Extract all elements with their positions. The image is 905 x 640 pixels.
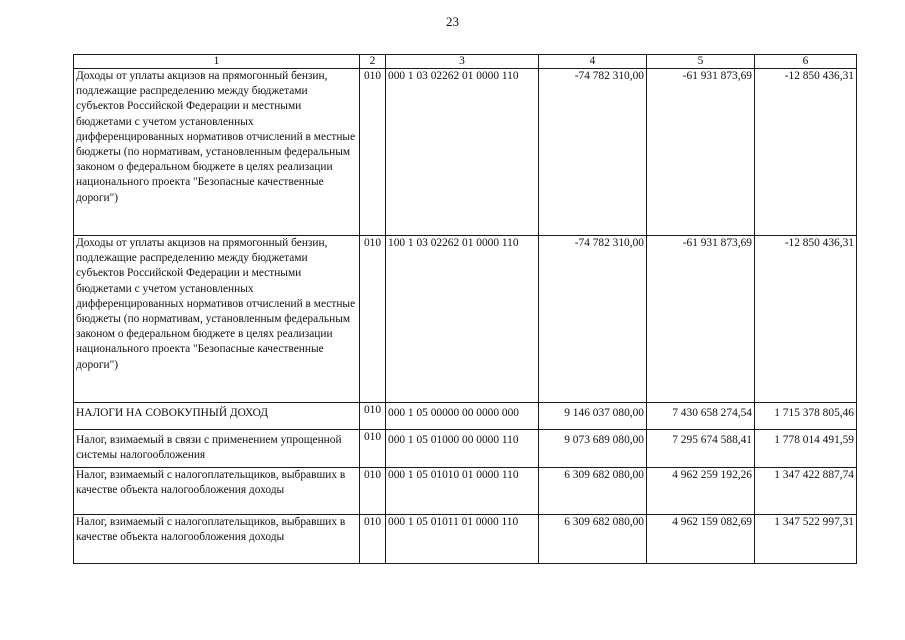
row-description: Доходы от уплаты акцизов на прямогонный бензин, подлежащие распределению между бюджетами субъектов Российской Федерации и местными бюджетами с учетом установленных дифференцированных нормативов отчислений в местные бюджеты (по нормативам, установленным федеральным законом о федеральном бюджете в целях реализации национального проекта "Безопасные качественные дороги") <box>74 236 360 403</box>
row-actual-amount: 4 962 259 192,26 <box>647 468 755 515</box>
row-plan-amount: 6 309 682 080,00 <box>539 515 647 564</box>
row-actual-amount: 7 430 658 274,54 <box>647 403 755 430</box>
table-row <box>74 69 857 236</box>
column-header-5: 5 <box>647 55 755 69</box>
row-description: Доходы от уплаты акцизов на прямогонный бензин, подлежащие распределению между бюджетами субъектов Российской Федерации и местными бюджетами с учетом установленных дифференцированных нормативов отчислений в местные бюджеты (по нормативам, установленным федеральным законом о федеральном бюджете в целях реализации национального проекта "Безопасные качественные дороги") <box>74 69 360 236</box>
table-row <box>74 403 857 430</box>
table-row <box>74 468 857 515</box>
row-actual-amount: 4 962 159 082,69 <box>647 515 755 564</box>
column-header-2: 2 <box>360 55 386 69</box>
row-classification-code: 000 1 05 01011 01 0000 110 <box>386 515 539 564</box>
row-classification-code: 000 1 03 02262 01 0000 110 <box>386 69 539 236</box>
row-deviation-amount: -12 850 436,31 <box>755 69 857 236</box>
row-plan-amount: 9 146 037 080,00 <box>539 403 647 430</box>
row-classification-code: 100 1 03 02262 01 0000 110 <box>386 236 539 403</box>
table-row <box>74 236 857 403</box>
table-row <box>74 515 857 564</box>
row-deviation-amount: 1 715 378 805,46 <box>755 403 857 430</box>
row-admin-code: 010 <box>360 430 386 468</box>
page-number: 23 <box>446 14 459 29</box>
row-admin-code: 010 <box>360 468 386 515</box>
column-header-6: 6 <box>755 55 857 69</box>
row-classification-code: 000 1 05 00000 00 0000 000 <box>386 403 539 430</box>
row-classification-code: 000 1 05 01010 01 0000 110 <box>386 468 539 515</box>
row-plan-amount: -74 782 310,00 <box>539 69 647 236</box>
row-actual-amount: -61 931 873,69 <box>647 69 755 236</box>
budget-revenue-table <box>73 54 857 564</box>
row-description: Налог, взимаемый с налогоплательщиков, выбравших в качестве объекта налогообложения доходы <box>74 515 360 564</box>
row-deviation-amount: -12 850 436,31 <box>755 236 857 403</box>
row-actual-amount: 7 295 674 588,41 <box>647 430 755 468</box>
row-deviation-amount: 1 347 422 887,74 <box>755 468 857 515</box>
column-header-3: 3 <box>386 55 539 69</box>
row-description: Налог, взимаемый в связи с применением упрощенной системы налогообложения <box>74 430 360 468</box>
row-deviation-amount: 1 347 522 997,31 <box>755 515 857 564</box>
row-plan-amount: -74 782 310,00 <box>539 236 647 403</box>
table-header-row <box>74 55 857 69</box>
row-classification-code: 000 1 05 01000 00 0000 110 <box>386 430 539 468</box>
column-header-1: 1 <box>74 55 360 69</box>
row-actual-amount: -61 931 873,69 <box>647 236 755 403</box>
row-admin-code: 010 <box>360 515 386 564</box>
row-plan-amount: 6 309 682 080,00 <box>539 468 647 515</box>
row-deviation-amount: 1 778 014 491,59 <box>755 430 857 468</box>
column-header-4: 4 <box>539 55 647 69</box>
row-admin-code: 010 <box>360 69 386 236</box>
row-admin-code: 010 <box>360 236 386 403</box>
row-description: Налог, взимаемый с налогоплательщиков, выбравших в качестве объекта налогообложения доходы <box>74 468 360 515</box>
table-row <box>74 430 857 468</box>
row-admin-code: 010 <box>360 403 386 430</box>
row-plan-amount: 9 073 689 080,00 <box>539 430 647 468</box>
row-description: НАЛОГИ НА СОВОКУПНЫЙ ДОХОД <box>74 403 360 430</box>
